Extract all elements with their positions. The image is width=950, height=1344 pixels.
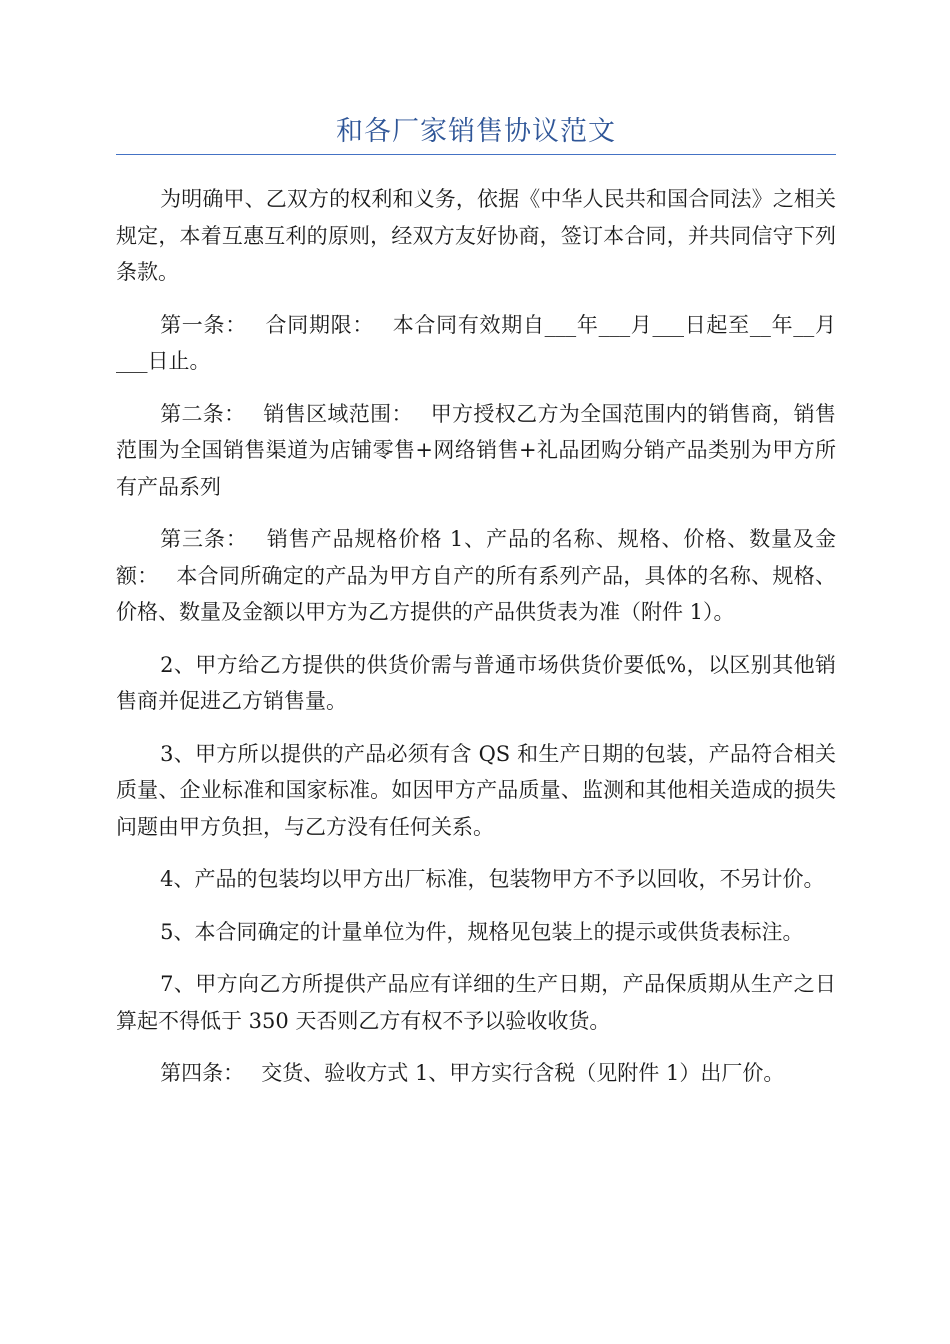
paragraph-article-4: 第四条： 交货、验收方式 1、甲方实行含税（见附件 1）出厂价。 [160,1061,785,1085]
paragraph-article-3: 第三条： 销售产品规格价格 1、产品的名称、规格、价格、数量及金额： 本合同所确定的产品为甲方自产的所有系列产品，具体的名称、规格、价格、数量及金额以甲方为乙方提供的产品供货表为准（附件 1）。 [116,527,836,624]
title-underline [116,154,836,155]
paragraph-item-2: 2、甲方给乙方提供的供货价需与普通市场供货价要低%，以区别其他销售商并促进乙方销售量。 [116,652,836,713]
paragraph-item-3: 3、甲方所以提供的产品必须有含 QS 和生产日期的包装，产品符合相关质量、企业标准和国家标准。如因甲方产品质量、监测和其他相关造成的损失问题由甲方负担，与乙方没有任何关系。 [116,741,836,839]
paragraph-item-5: 5、本合同确定的计量单位为件，规格见包装上的提示或供货表标注。 [160,919,804,944]
paragraph-intro: 为明确甲、乙双方的权利和义务，依据《中华人民共和国合同法》之相关规定，本着互惠互利的原则，经双方友好协商，签订本合同，并共同信守下列条款。 [116,187,836,284]
paragraph-item-4: 4、产品的包装均以甲方出厂标准，包装物甲方不予以回收，不另计价。 [160,867,825,891]
document-title: 和各厂家销售协议范文 [336,116,616,147]
paragraph-item-7: 7、甲方向乙方所提供产品应有详细的生产日期，产品保质期从生产之日算起不得低于 350 天否则乙方有权不予以验收收货。 [116,972,836,1033]
paragraph-article-2: 第二条： 销售区域范围： 甲方授权乙方为全国范围内的销售商，销售范围为全国销售渠道为店铺零售+网络销售+礼品团购分销产品类别为甲方所有产品系列 [116,401,836,499]
paragraph-article-1: 第一条： 合同期限： 本合同有效期自___年___月___日起至__年__月___日止。 [116,312,836,373]
document-page [116,112,836,1108]
